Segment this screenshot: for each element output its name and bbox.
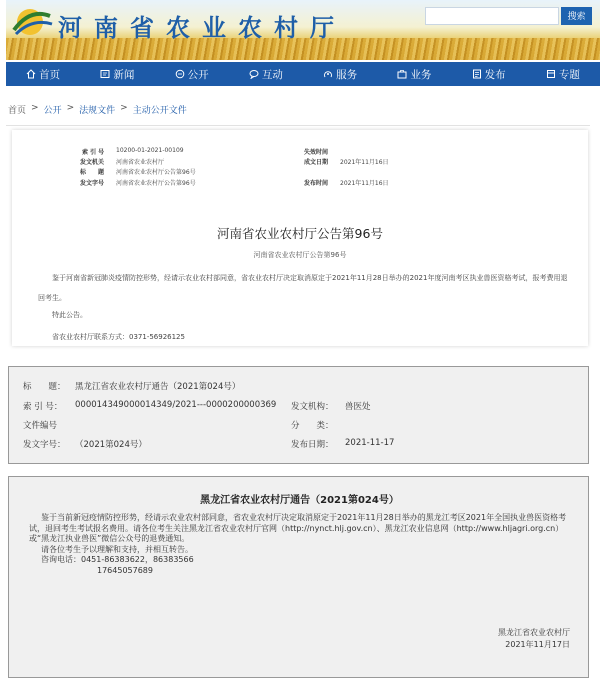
main-nav	[6, 62, 600, 86]
nav-home[interactable]	[6, 62, 80, 86]
hlj-thanks-line: 请各位考生予以理解和支持，并相互转告。	[41, 544, 193, 554]
nav-label: 首页	[39, 68, 61, 81]
breadcrumb-separator: >	[31, 103, 39, 113]
nav-service[interactable]	[303, 62, 377, 86]
meta-validity-label: 失效时间	[304, 149, 329, 156]
breadcrumb	[8, 103, 187, 116]
hlj-org-value: 兽医处	[345, 402, 371, 412]
hlj-notice-panel	[8, 476, 589, 678]
meta-date-value: 2021年11月16日	[340, 159, 389, 166]
breadcrumb-home[interactable]: 首页	[8, 106, 27, 116]
contact-line: 省农业农村厅联系方式：0371-56926125	[52, 333, 185, 341]
nav-publish[interactable]	[452, 62, 526, 86]
service-icon	[323, 69, 333, 79]
hlj-org-label: 发文机构：	[291, 402, 334, 412]
site-title: 河南省农业农村厅	[58, 13, 346, 42]
nav-business[interactable]	[377, 62, 451, 86]
nav-label: 业务	[410, 68, 432, 81]
notice-line: 特此公告。	[52, 311, 87, 319]
nav-topic[interactable]	[526, 62, 600, 86]
breadcrumb-separator: >	[120, 103, 128, 113]
breadcrumb-active-docs[interactable]: 主动公开文件	[132, 106, 187, 116]
hlj-phone-numbers: 0451-86383622，86383566	[81, 555, 194, 564]
breadcrumb-public[interactable]: 公开	[43, 106, 62, 116]
hlj-notice-title: 黑龙江省农业农村厅通告（2021第024号）	[200, 495, 399, 506]
meta-index-label: 索 引 号	[82, 149, 105, 156]
hlj-notice-body	[29, 513, 577, 576]
meta-title-label: 标 题	[80, 169, 105, 176]
hlj-pubdate-value: 2021-11-17	[345, 438, 395, 448]
meta-date-label: 成文日期	[304, 159, 329, 166]
meta-pub-value: 2021年11月16日	[340, 180, 389, 187]
site-search-input[interactable]	[425, 7, 559, 25]
hlj-phone-mobile: 17645057689	[97, 565, 153, 575]
document-body	[38, 268, 574, 308]
meta-org-label: 发文机关	[80, 159, 105, 166]
chat-icon	[249, 69, 259, 79]
hlj-index-value: 000014349000014349/2021---0000200000369	[75, 400, 277, 410]
news-icon	[100, 69, 110, 79]
document-title: 河南省农业农村厅公告第96号	[217, 226, 383, 241]
meta-docno-label: 发文字号	[80, 180, 105, 187]
nav-label: 互动	[261, 68, 283, 81]
breadcrumb-separator: >	[66, 103, 75, 113]
meta-pub-label: 发布时间	[304, 180, 329, 187]
publish-icon	[472, 69, 482, 79]
hlj-phone-label: 咨询电话：	[41, 555, 81, 564]
meta-docno-value: 河南省农业农村厅公告第96号	[116, 180, 196, 187]
nav-label: 公开	[187, 68, 209, 81]
breadcrumb-regulations[interactable]: 法规文件	[79, 106, 116, 116]
site-banner	[6, 0, 600, 60]
hlj-fileno-label: 文件编号	[23, 421, 58, 431]
home-icon	[26, 69, 36, 79]
nav-interaction[interactable]	[229, 62, 303, 86]
hlj-signature-org: 黑龙江省农业农村厅	[498, 628, 570, 637]
nav-label: 新闻	[113, 68, 135, 81]
breadcrumb-divider	[6, 125, 590, 126]
meta-index-value: 10200-01-2021-00109	[116, 147, 184, 154]
hlj-phone-line	[29, 555, 577, 566]
hlj-index-label: 索 引 号：	[23, 402, 63, 412]
nav-label: 发布	[484, 68, 506, 81]
document-subtitle: 河南省农业农村厅公告第96号	[253, 251, 347, 259]
nav-news[interactable]	[80, 62, 154, 86]
hlj-docno-value: （2021第024号）	[75, 440, 147, 450]
nav-label: 服务	[336, 68, 358, 81]
hlj-signature-date: 2021年11月17日	[505, 640, 570, 649]
topic-icon	[546, 69, 556, 79]
nav-public[interactable]	[155, 62, 229, 86]
nav-label: 专题	[558, 68, 580, 81]
site-logo-icon	[10, 4, 54, 38]
meta-title-value: 河南省农业农村厅公告第96号	[116, 169, 196, 176]
hlj-category-label: 分 类：	[291, 421, 334, 431]
meta-org-value: 河南省农业农村厅	[116, 159, 165, 166]
hlj-meta-panel	[8, 366, 589, 464]
hlj-title-value: 黑龙江省农业农村厅通告（2021第024号）	[75, 382, 241, 392]
hlj-docno-label: 发文字号：	[23, 440, 66, 450]
business-icon	[397, 69, 407, 79]
hlj-body-paragraph: 鉴于当前新冠疫情防控形势，经请示农业农村部同意，省农业农村厅决定取消原定于2021年11月28日举办的黑龙江考区2021年全国执业兽医资格考试，退回考生考试报名费用。请各位考生关注黑龙江省农业农村厅官网（http://nynct.hlj.gov.cn）、黑龙江农业信息网（http://www.hljagri.org.cn）或“黑龙江执业兽医”微信公众号的退费通知。	[29, 513, 567, 543]
body-paragraph: 鉴于河南省新冠肺炎疫情防控形势，经请示农业农村部同意，省农业农村厅决定取消原定于2021年11月28日举办的2021年度河南考区执业兽医资格考试，报考费用退回考生。	[38, 274, 568, 302]
hlj-title-label: 标 题：	[23, 382, 66, 392]
public-icon	[175, 69, 185, 79]
site-search-button[interactable]: 搜索	[561, 7, 592, 25]
hlj-pubdate-label: 发布日期：	[291, 440, 334, 450]
